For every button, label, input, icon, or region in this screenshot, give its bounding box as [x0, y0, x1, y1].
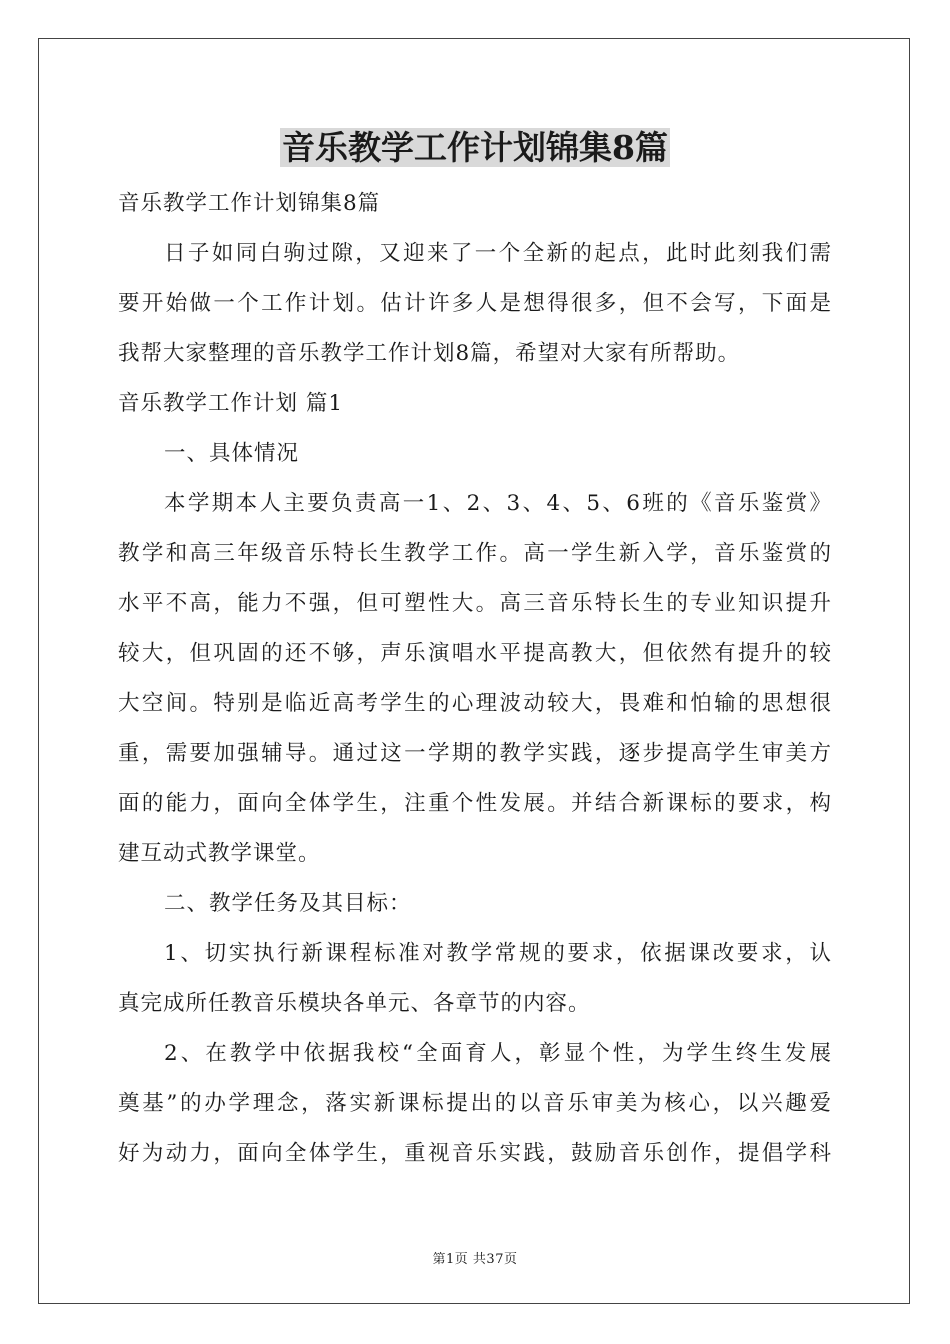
section-heading: 音乐教学工作计划 篇1: [118, 391, 344, 416]
paragraph-line: 日子如同白驹过隙，又迎来了一个全新的起点，此时此刻我们需: [164, 241, 832, 266]
document-title: 音乐教学工作计划锦集8篇: [282, 128, 668, 167]
paragraph-line: 要开始做一个工作计划。估计许多人是想得很多，但不会写，下面是: [118, 291, 832, 316]
sub-heading: 一、具体情况: [164, 441, 300, 466]
paragraph-line: 教学和高三年级音乐特长生教学工作。高一学生新入学，音乐鉴赏的: [118, 541, 832, 566]
paragraph-line: 建互动式教学课堂。: [118, 841, 321, 866]
paragraph-line: 真完成所任教音乐模块各单元、各章节的内容。: [118, 991, 591, 1016]
paragraph-line: 好为动力，面向全体学生，重视音乐实践，鼓励音乐创作，提倡学科: [118, 1141, 832, 1166]
page-number-footer: 第1页 共37页: [432, 1252, 518, 1267]
paragraph-line: 2、在教学中依据我校“全面育人，彰显个性，为学生终生发展: [164, 1041, 832, 1066]
paragraph-line: 重，需要加强辅导。通过这一学期的教学实践，逐步提高学生审美方: [118, 741, 832, 766]
paragraph-line: 我帮大家整理的音乐教学工作计划8篇，希望对大家有所帮助。: [118, 341, 741, 366]
paragraph-line: 本学期本人主要负责高一1、2、3、4、5、6班的《音乐鉴赏》: [164, 491, 832, 516]
paragraph-line: 面的能力，面向全体学生，注重个性发展。并结合新课标的要求，构: [118, 791, 832, 816]
paragraph-line: 水平不高，能力不强，但可塑性大。高三音乐特长生的专业知识提升: [118, 591, 832, 616]
paragraph-line: 奠基”的办学理念，落实新课标提出的以音乐审美为核心，以兴趣爱: [118, 1091, 832, 1116]
paragraph-line: 大空间。特别是临近高考学生的心理波动较大，畏难和怕输的思想很: [118, 691, 832, 716]
paragraph-line: 较大，但巩固的还不够，声乐演唱水平提高教大，但依然有提升的较: [118, 641, 832, 666]
subtitle-line: 音乐教学工作计划锦集8篇: [118, 191, 381, 216]
paragraph-line: 1、切实执行新课程标准对教学常规的要求，依据课改要求，认: [164, 941, 832, 966]
sub-heading: 二、教学任务及其目标：: [164, 891, 412, 916]
